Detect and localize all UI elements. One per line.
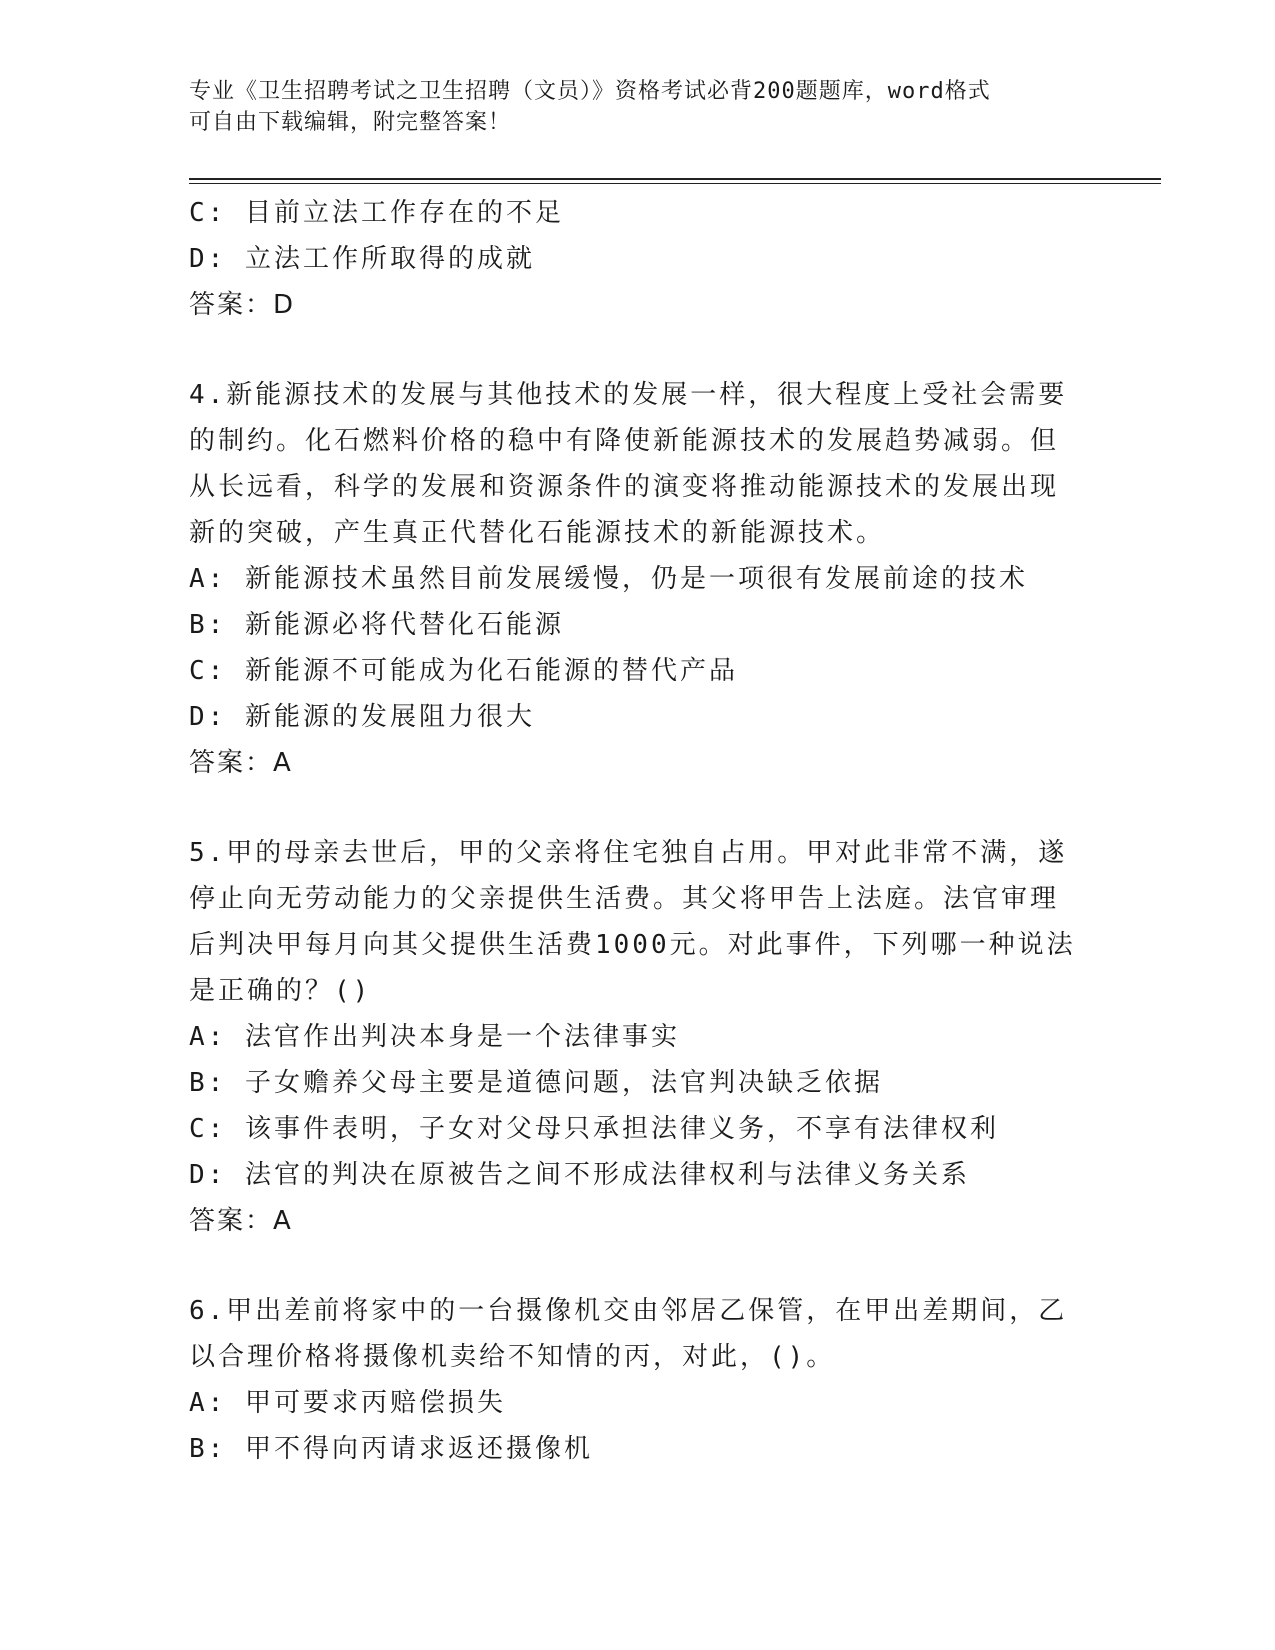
answer-line: 答案：A: [189, 1206, 293, 1236]
question-stem-line: 从长远看，科学的发展和资源条件的演变将推动能源技术的发展出现: [189, 472, 1060, 502]
question-stem-line: 停止向无劳动能力的父亲提供生活费。其父将甲告上法庭。法官审理: [189, 884, 1060, 914]
option-a: A: 甲可要求丙赔偿损失: [189, 1388, 506, 1418]
header-title-line-2: 可自由下载编辑，附完整答案！: [189, 110, 512, 135]
question-stem-line: 5.甲的母亲去世后，甲的父亲将住宅独自占用。甲对此非常不满，遂: [189, 838, 1068, 868]
option-d: D: 立法工作所取得的成就: [189, 244, 535, 274]
option-a: A: 法官作出判决本身是一个法律事实: [189, 1022, 680, 1052]
option-c: C: 新能源不可能成为化石能源的替代产品: [189, 656, 738, 686]
question-stem-line: 6.甲出差前将家中的一台摄像机交由邻居乙保管，在甲出差期间，乙: [189, 1296, 1068, 1326]
answer-line: 答案：A: [189, 748, 293, 778]
question-stem-line: 4.新能源技术的发展与其他技术的发展一样，很大程度上受社会需要: [189, 380, 1068, 410]
option-b: B: 新能源必将代替化石能源: [189, 610, 564, 640]
question-stem-line: 新的突破，产生真正代替化石能源技术的新能源技术。: [189, 518, 886, 548]
question-stem-line: 是正确的？(): [189, 976, 372, 1006]
question-5: [189, 830, 1089, 1244]
document-header: [189, 76, 1069, 138]
option-a: A: 新能源技术虽然目前发展缓慢，仍是一项很有发展前途的技术: [189, 564, 1028, 594]
document-body: [189, 190, 1089, 1472]
option-c: C: 该事件表明，子女对父母只承担法律义务，不享有法律权利: [189, 1114, 999, 1144]
option-b: B: 甲不得向丙请求返还摄像机: [189, 1434, 593, 1464]
question-stem-line: 后判决甲每月向其父提供生活费1000元。对此事件，下列哪一种说法: [189, 930, 1076, 960]
header-divider-thin: [189, 183, 1161, 184]
question-4: [189, 372, 1089, 786]
header-title-line-1: 专业《卫生招聘考试之卫生招聘（文员）》资格考试必背200题题库，word格式: [189, 79, 991, 104]
option-c: C: 目前立法工作存在的不足: [189, 198, 564, 228]
answer-line: 答案：D: [189, 290, 296, 320]
question-3: [189, 190, 1089, 328]
question-stem-line: 的制约。化石燃料价格的稳中有降使新能源技术的发展趋势减弱。但: [189, 426, 1060, 456]
option-d: D: 新能源的发展阻力很大: [189, 702, 535, 732]
option-b: B: 子女赡养父母主要是道德问题，法官判决缺乏依据: [189, 1068, 883, 1098]
question-6: [189, 1288, 1089, 1472]
option-d: D: 法官的判决在原被告之间不形成法律权利与法律义务关系: [189, 1160, 970, 1190]
question-stem-line: 以合理价格将摄像机卖给不知情的丙，对此，()。: [189, 1342, 836, 1372]
header-divider-thick: [189, 178, 1161, 180]
